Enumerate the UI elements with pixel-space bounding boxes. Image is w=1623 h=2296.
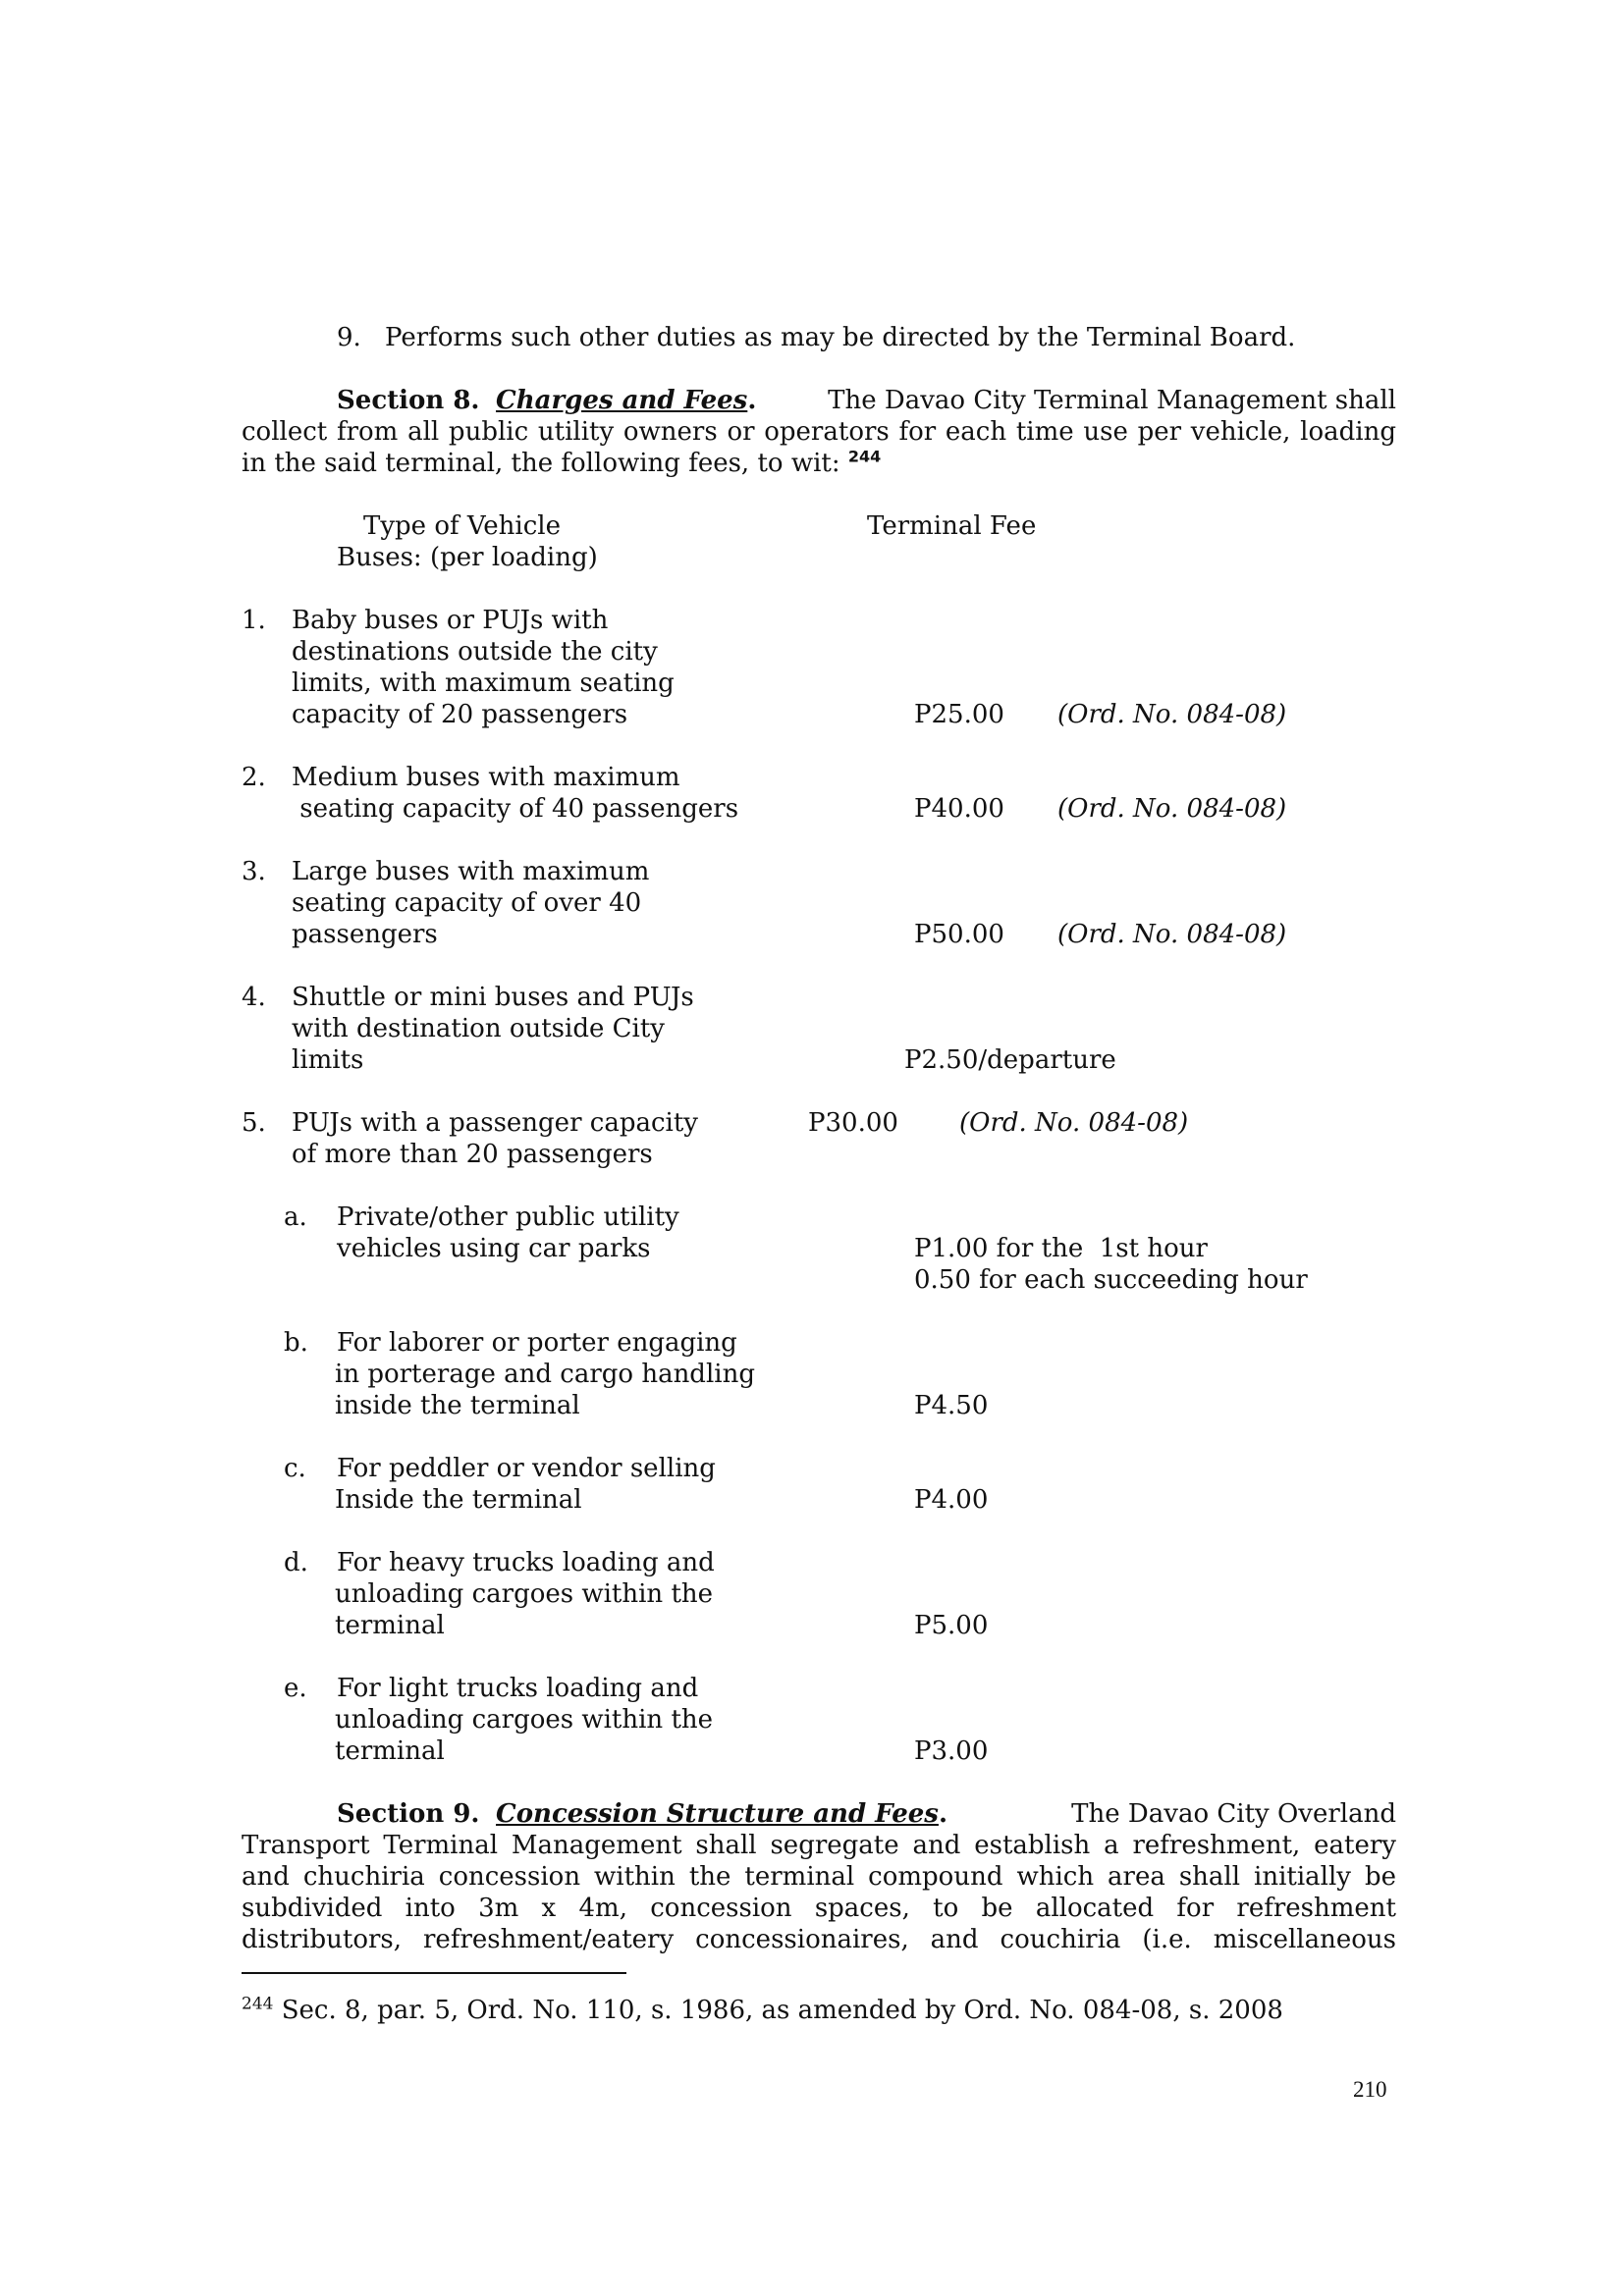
row-text: capacity of 20 passengers bbox=[292, 700, 628, 729]
subrow-letter: e. bbox=[284, 1674, 307, 1703]
row-text: with destination outside City bbox=[292, 1014, 665, 1043]
subrow-text: unloading cargoes within the bbox=[335, 1705, 714, 1735]
section8-line3: in the said terminal, the following fees, to wit: $^{244}$ bbox=[242, 447, 882, 478]
subrow-text: Inside the terminal bbox=[335, 1485, 582, 1515]
section-label: Section 8. bbox=[337, 386, 480, 415]
row-fee: P40.00 bbox=[914, 794, 1004, 824]
row-ordinance: (Ord. No. 084-08) bbox=[1057, 700, 1287, 729]
footnote-ref: 244 bbox=[847, 447, 882, 466]
subrow-text: in porterage and cargo handling bbox=[335, 1360, 755, 1389]
row-fee: P2.50/departure bbox=[904, 1045, 1116, 1075]
row-fee: P50.00 bbox=[914, 920, 1004, 949]
section8-first-line: Section 8. Charges and Fees. The Davao City Terminal Management shall bbox=[337, 386, 1396, 415]
section-title: Concession Structure and Fees bbox=[496, 1799, 939, 1829]
subrow-text: For laborer or porter engaging bbox=[337, 1328, 737, 1358]
subrow-text: terminal bbox=[335, 1736, 445, 1766]
row-text: seating capacity of over 40 bbox=[292, 888, 642, 918]
section8-line1: The Davao City Terminal Management shall bbox=[828, 386, 1396, 415]
subrow-fee: P5.00 bbox=[914, 1611, 989, 1640]
subrow-text: For light trucks loading and bbox=[337, 1674, 699, 1703]
row-number: 2. bbox=[242, 763, 266, 792]
footnote-separator bbox=[242, 1972, 626, 1974]
subrow-text: unloading cargoes within the bbox=[335, 1579, 714, 1609]
subrow-letter: d. bbox=[284, 1548, 308, 1577]
list-item-text: Performs such other duties as may be directed by the Terminal Board. bbox=[385, 323, 1296, 352]
subrow-fee: P3.00 bbox=[914, 1736, 989, 1766]
subrow-letter: b. bbox=[284, 1328, 308, 1358]
row-number: 4. bbox=[242, 983, 266, 1012]
col-header-type: Type of Vehicle bbox=[363, 511, 561, 541]
subrow-text: vehicles using car parks bbox=[337, 1234, 651, 1263]
row-fee: P25.00 bbox=[914, 700, 1004, 729]
subrow-fee: 0.50 for each succeeding hour bbox=[914, 1265, 1308, 1295]
section9-line5: distributors, refreshment/eatery concessionaires, and couchiria (i.e. miscellaneous bbox=[242, 1925, 1396, 1954]
section9-line1: The Davao City Overland bbox=[1071, 1799, 1396, 1829]
row-ordinance: (Ord. No. 084-08) bbox=[959, 1108, 1189, 1138]
row-ordinance: (Ord. No. 084-08) bbox=[1057, 920, 1287, 949]
section-title: Charges and Fees bbox=[496, 386, 748, 415]
row-text: passengers bbox=[292, 920, 438, 949]
subrow-text: inside the terminal bbox=[335, 1391, 580, 1420]
row-text: Large buses with maximum bbox=[292, 857, 650, 886]
row-text: of more than 20 passengers bbox=[292, 1140, 653, 1169]
col-header-fee: Terminal Fee bbox=[867, 511, 1037, 541]
row-fee: P30.00 bbox=[808, 1108, 898, 1138]
footnote bbox=[242, 1995, 1283, 2026]
list-number: 9. bbox=[337, 323, 361, 352]
subrow-text: Private/other public utility bbox=[337, 1202, 679, 1232]
col-subheader-buses: Buses: (per loading) bbox=[337, 543, 598, 572]
row-text: Baby buses or PUJs with bbox=[292, 606, 609, 635]
subrow-fee: P1.00 for the 1st hour bbox=[914, 1234, 1208, 1263]
subrow-text: terminal bbox=[335, 1611, 445, 1640]
row-text: Medium buses with maximum bbox=[292, 763, 680, 792]
row-text: limits bbox=[292, 1045, 364, 1075]
row-text: PUJs with a passenger capacity bbox=[292, 1108, 698, 1138]
row-number: 5. bbox=[242, 1108, 266, 1138]
row-number: 3. bbox=[242, 857, 266, 886]
row-text: Shuttle or mini buses and PUJs bbox=[292, 983, 694, 1012]
subrow-fee: P4.00 bbox=[914, 1485, 989, 1515]
section9-line2: Transport Terminal Management shall segregate and establish a refreshment, eatery bbox=[242, 1831, 1396, 1860]
row-number: 1. bbox=[242, 606, 266, 635]
row-text: limits, with maximum seating bbox=[292, 668, 675, 698]
row-ordinance: (Ord. No. 084-08) bbox=[1057, 794, 1287, 824]
subrow-text: For peddler or vendor selling bbox=[337, 1454, 716, 1483]
subrow-fee: P4.50 bbox=[914, 1391, 989, 1420]
subrow-letter: c. bbox=[284, 1454, 306, 1483]
subrow-text: For heavy trucks loading and bbox=[337, 1548, 715, 1577]
row-text: seating capacity of 40 passengers bbox=[292, 794, 739, 824]
section9-line3: and chuchiria concession within the terminal compound which area shall initially be bbox=[242, 1862, 1396, 1892]
subrow-letter: a. bbox=[284, 1202, 307, 1232]
footnote-text: Sec. 8, par. 5, Ord. No. 110, s. 1986, as amended by Ord. No. 084-08, s. 2008 bbox=[281, 1996, 1283, 2025]
section8-line2: collect from all public utility owners or operators for each time use per vehicle, loading bbox=[242, 417, 1396, 447]
section-label: Section 9. bbox=[337, 1799, 480, 1829]
row-text: destinations outside the city bbox=[292, 637, 658, 667]
section9-line4: subdivided into 3m x 4m, concession spaces, to be allocated for refreshment bbox=[242, 1894, 1396, 1923]
page-number: 210 bbox=[1353, 2077, 1387, 2102]
footnote-number: 244 bbox=[242, 1994, 274, 2014]
section9-first-line: Section 9. Concession Structure and Fees. The Davao City Overland bbox=[337, 1799, 1396, 1829]
